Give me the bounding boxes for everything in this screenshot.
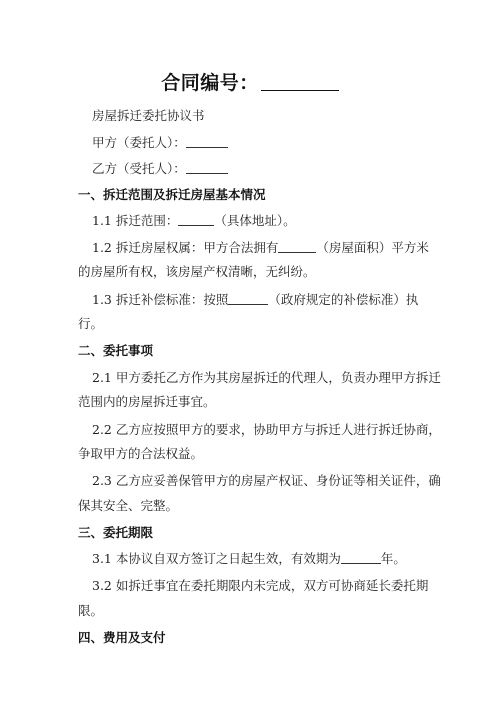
clause-2-1: 2.1 甲方委托乙方作为其房屋拆迁的代理人，负责办理甲方拆迁 — [92, 370, 441, 385]
section-heading: 四、费用及支付 — [78, 630, 166, 645]
section-heading: 三、委托期限 — [78, 525, 154, 540]
contract-number-title — [0, 68, 500, 95]
clause-1-3-cont: 行。 — [78, 316, 104, 331]
party-b-line — [92, 161, 228, 177]
party-b-blank — [186, 161, 228, 174]
party-a-label: 甲方（委托人）： — [92, 135, 186, 150]
section-heading: 二、委托事项 — [78, 343, 154, 358]
standard-blank — [228, 292, 268, 305]
clause-2-2: 2.2 乙方应按照甲方的要求，协助甲方与拆迁人进行拆迁协商， — [92, 422, 441, 437]
clause-text: （政府规定的补偿标准）执 — [268, 292, 419, 307]
section-heading: 一、拆迁范围及拆迁房屋基本情况 — [78, 187, 266, 202]
clause-text: （房屋面积）平方米 — [316, 240, 429, 255]
clause-text: （具体地址）。 — [214, 213, 296, 228]
clause-text: 3.1 本协议自双方签订之日起生效，有效期为 — [92, 551, 341, 566]
party-a-blank — [186, 135, 228, 148]
clause-1-2-cont: 的房屋所有权，该房屋产权清晰，无纠纷。 — [78, 264, 316, 279]
clause-2-3-cont: 保其安全、完整。 — [78, 498, 179, 513]
clause-2-2-cont: 争取甲方的合法权益。 — [78, 446, 204, 461]
area-blank — [278, 240, 316, 253]
clause-3-2: 3.2 如拆迁事宜在委托期限内未完成，双方可协商延长委托期 — [92, 578, 429, 593]
clause-text: 1.2 拆迁房屋权属：甲方合法拥有 — [92, 240, 279, 255]
term-years-blank — [341, 551, 381, 564]
clause-2-3: 2.3 乙方应妥善保管甲方的房屋产权证、身份证等相关证件，确 — [92, 473, 441, 488]
clause-text: 1.1 拆迁范围： — [92, 213, 179, 228]
contract-number-label: 合同编号： — [161, 72, 259, 94]
clause-2-1-cont: 范围内的房屋拆迁事宜。 — [78, 394, 216, 409]
clause-text: 年。 — [380, 551, 406, 566]
clause-text: 1.3 拆迁补偿标准：按照 — [92, 292, 229, 307]
party-b-label: 乙方（受托人）： — [92, 161, 186, 176]
clause-1-2 — [92, 240, 429, 256]
clause-1-1 — [92, 213, 296, 229]
clause-1-3 — [92, 292, 418, 308]
clause-3-1 — [92, 551, 406, 567]
party-a-line — [92, 135, 228, 151]
clause-3-2-cont: 限。 — [78, 603, 104, 618]
address-blank — [178, 213, 214, 226]
document-subtitle: 房屋拆迁委托协议书 — [92, 108, 205, 123]
contract-number-blank — [261, 74, 339, 91]
